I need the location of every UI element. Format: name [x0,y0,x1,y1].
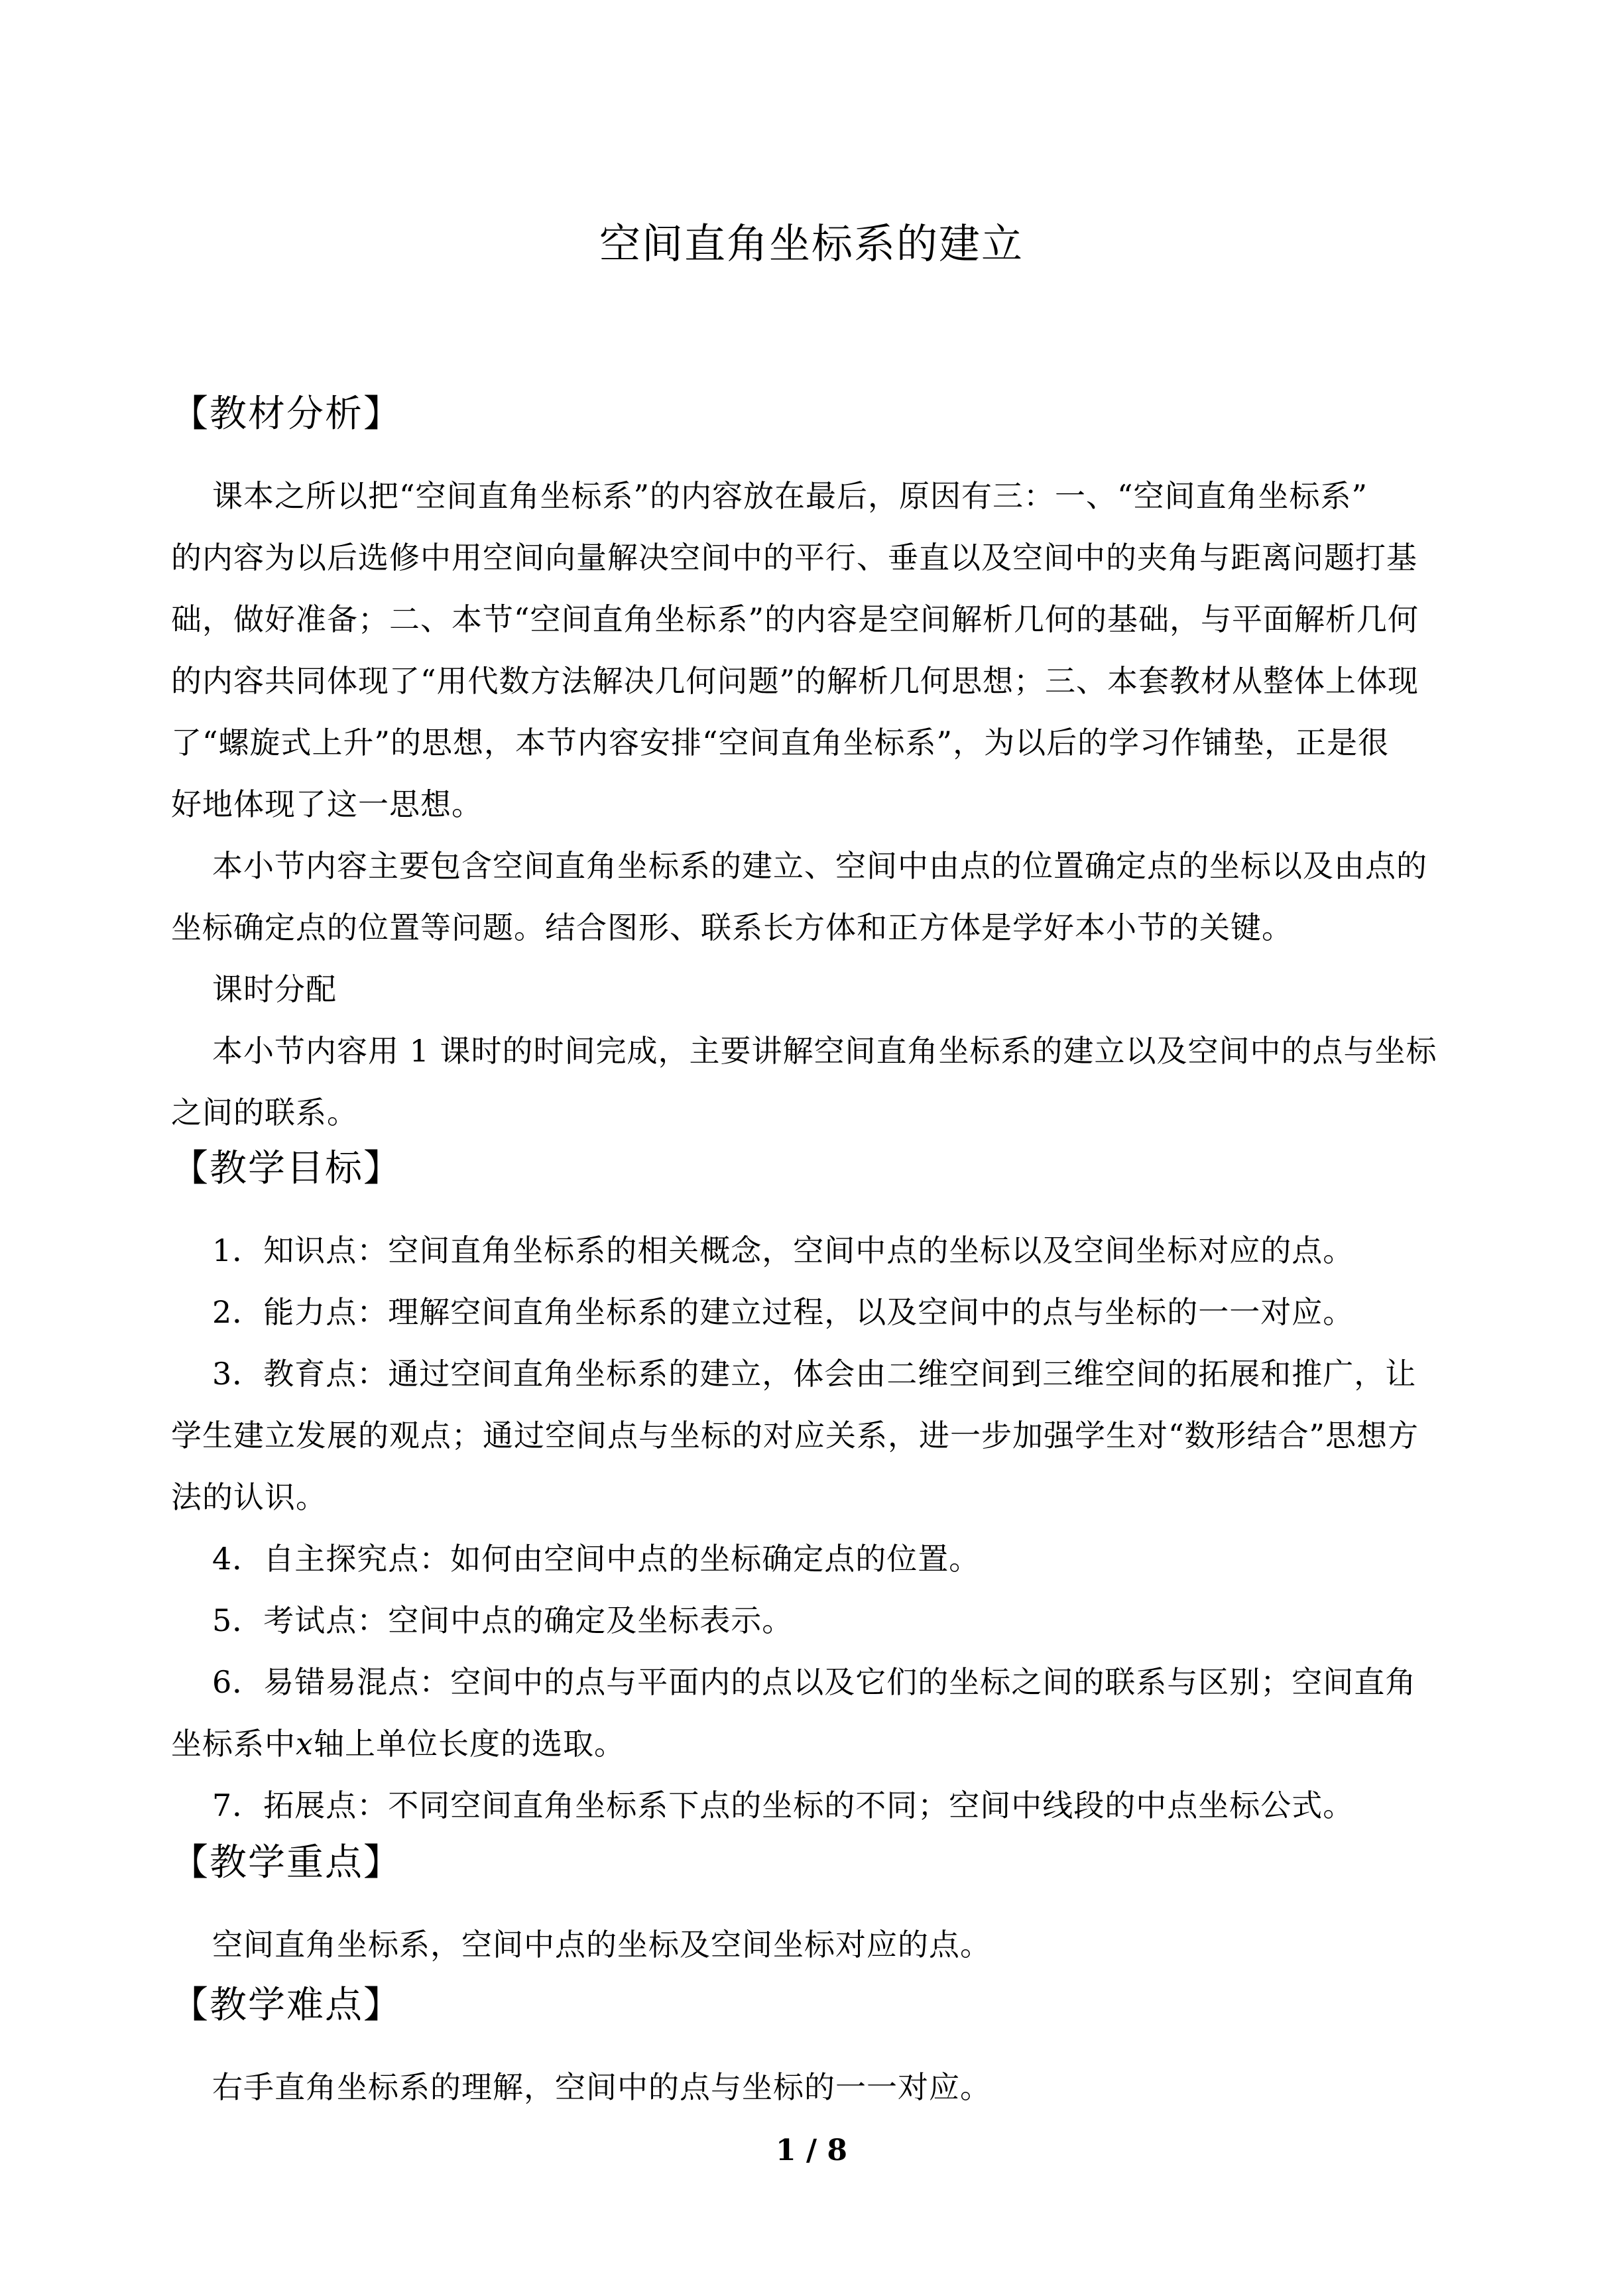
objective-3-cont-1: 学生建立发展的观点；通过空间点与坐标的对应关系，进一步加强学生对“数形结合”思想方 [171,1418,1419,1453]
objective-5: 5．考试点：空间中点的确定及坐标表示。 [212,1602,794,1638]
objective-2: 2．能力点：理解空间直角坐标系的建立过程，以及空间中的点与坐标的一一对应。 [212,1294,1354,1330]
heading-objectives: 【教学目标】 [171,1147,402,1190]
analysis-line-8: 坐标确定点的位置等问题。结合图形、联系长方体和正方体是学好本小节的关键。 [171,910,1293,945]
objective-3: 3．教育点：通过空间直角坐标系的建立，体会由二维空间到三维空间的拓展和推广，让 [212,1356,1417,1392]
objective-4: 4．自主探究点：如何由空间中点的坐标确定点的位置。 [212,1541,981,1577]
analysis-line-6: 好地体现了这一思想。 [171,786,483,822]
analysis-line-2: 的内容为以后选修中用空间向量解决空间中的平行、垂直以及空间中的夹角与距离问题打基 [171,540,1417,575]
heading-analysis: 【教材分析】 [171,393,402,436]
analysis-line-5: 了“螺旋式上升”的思想，本节内容安排“空间直角坐标系”，为以后的学习作铺垫，正是很 [171,725,1390,760]
heading-difficulties: 【教学难点】 [171,1984,402,2027]
heading-key-points: 【教学重点】 [171,1841,402,1884]
analysis-line-3: 础，做好准备；二、本节“空间直角坐标系”的内容是空间解析几何的基础，与平面解析几何 [171,601,1419,637]
objective-3-cont-2: 法的认识。 [171,1479,327,1515]
analysis-line-11: 之间的联系。 [171,1095,358,1130]
difficulties-text: 右手直角坐标系的理解，空间中的点与坐标的一一对应。 [212,2069,991,2105]
x-axis-variable: x [296,1726,314,1762]
analysis-line-10: 本小节内容用 1 课时的时间完成，主要讲解空间直角坐标系的建立以及空间中的点与坐标 [212,1033,1437,1069]
objective-6-cont-a: 坐标系中 [171,1726,296,1762]
analysis-line-1: 课本之所以把“空间直角坐标系”的内容放在最后，原因有三：一、“空间直角坐标系” [212,478,1368,514]
objective-6-cont [171,1720,625,1764]
page-title: 空间直角坐标系的建立 [599,219,1024,268]
analysis-line-4: 的内容共同体现了“用代数方法解决几何问题”的解析几何思想；三、本套教材从整体上体现 [171,663,1419,699]
objective-6: 6．易错易混点：空间中的点与平面内的点以及它们的坐标之间的联系与区别；空间直角 [212,1664,1417,1700]
objective-7: 7．拓展点：不同空间直角坐标系下点的坐标的不同；空间中线段的中点坐标公式。 [212,1787,1354,1823]
page-number: 1 / 8 [776,2134,847,2167]
lesson-time-label: 课时分配 [212,971,337,1007]
objective-1: 1．知识点：空间直角坐标系的相关概念，空间中点的坐标以及空间坐标对应的点。 [212,1233,1354,1268]
analysis-line-7: 本小节内容主要包含空间直角坐标系的建立、空间中由点的位置确定点的坐标以及由点的 [212,848,1427,884]
objective-6-cont-b: 轴上单位长度的选取。 [313,1726,625,1762]
key-points-text: 空间直角坐标系，空间中点的坐标及空间坐标对应的点。 [212,1927,991,1963]
